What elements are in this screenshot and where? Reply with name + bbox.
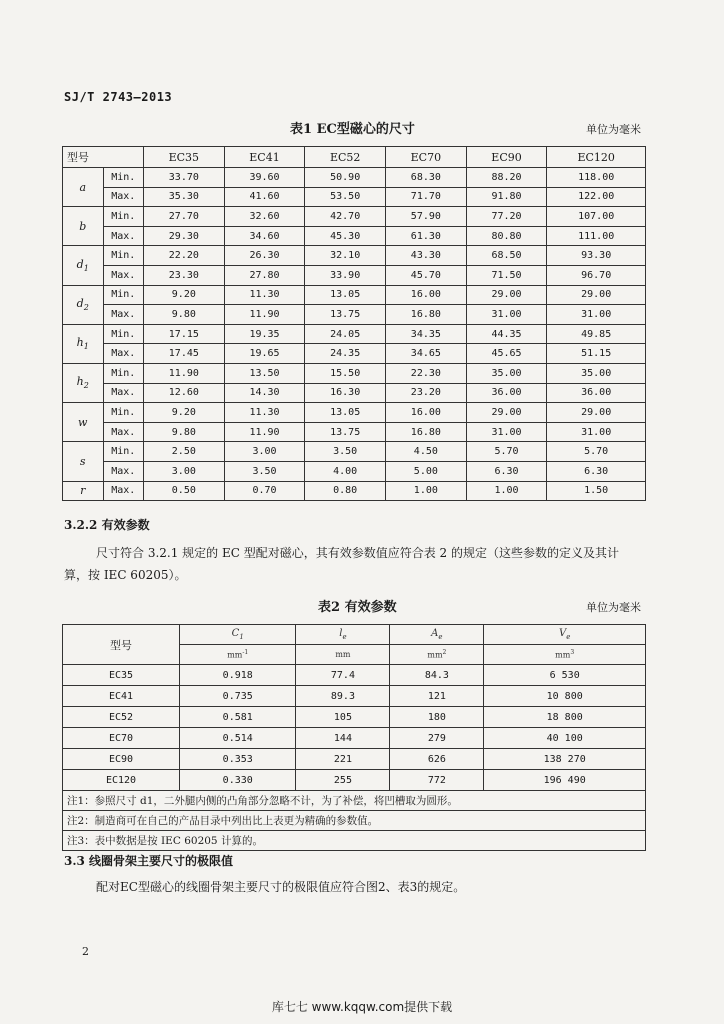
table1-cell: 122.00 bbox=[547, 187, 646, 207]
table1-cell: 11.30 bbox=[224, 285, 305, 305]
table2-cell: 0.330 bbox=[180, 770, 296, 791]
table1-cell: 24.05 bbox=[305, 324, 386, 344]
table1-row bbox=[63, 403, 646, 423]
table1-cell: 53.50 bbox=[305, 187, 386, 207]
table1-dim-label: a bbox=[63, 168, 104, 207]
table2-param-symbol: $V_e$ bbox=[484, 625, 646, 645]
table2-cell: 180 bbox=[390, 707, 484, 728]
table2-type-cell: EC90 bbox=[63, 749, 180, 770]
table1-cell: 29.00 bbox=[547, 285, 646, 305]
table1-cell: 11.90 bbox=[144, 363, 225, 383]
table1-cell: 4.00 bbox=[305, 461, 386, 481]
table1-cell: 35.00 bbox=[466, 363, 547, 383]
table1-cell: 16.80 bbox=[386, 422, 467, 442]
table2-cell: 138 270 bbox=[484, 749, 646, 770]
table2-effective-params bbox=[62, 624, 646, 851]
table1-min-label: Min. bbox=[103, 207, 144, 227]
section-3-2-2-heading: 3.2.2 有效参数 bbox=[64, 518, 150, 532]
table1-row bbox=[63, 187, 646, 207]
table1-cell: 39.60 bbox=[224, 168, 305, 188]
table1-caption: 表1 EC型磁心的尺寸 bbox=[290, 122, 415, 137]
table1-cell: 0.80 bbox=[305, 481, 386, 501]
standard-header: SJ/T 2743—2013 bbox=[64, 90, 173, 104]
table1-row bbox=[63, 285, 646, 305]
table1-cell: 2.50 bbox=[144, 442, 225, 462]
table2-row bbox=[63, 728, 646, 749]
table1-dim-label: r bbox=[63, 481, 104, 501]
table1-cell: 23.20 bbox=[386, 383, 467, 403]
table1-cell: 5.70 bbox=[466, 442, 547, 462]
table1-cell: 15.50 bbox=[305, 363, 386, 383]
table1-cell: 34.65 bbox=[386, 344, 467, 364]
table1-dim-label: w bbox=[63, 403, 104, 442]
table2-cell: 84.3 bbox=[390, 665, 484, 686]
table1-cell: 77.20 bbox=[466, 207, 547, 227]
table1-cell: 34.60 bbox=[224, 226, 305, 246]
table1-max-label: Max. bbox=[103, 265, 144, 285]
table1-row bbox=[63, 363, 646, 383]
table1-max-label: Max. bbox=[103, 226, 144, 246]
section-3-3-para: 配对EC型磁心的线圈骨架主要尺寸的极限值应符合图2、表3的规定。 bbox=[96, 880, 466, 894]
table1-cell: 5.00 bbox=[386, 461, 467, 481]
table1-dimensions bbox=[62, 146, 646, 501]
table1-row bbox=[63, 246, 646, 266]
table1-cell: 29.00 bbox=[466, 285, 547, 305]
table1-cell: 31.00 bbox=[547, 305, 646, 325]
table1-cell: 3.00 bbox=[144, 461, 225, 481]
table1-cell: 29.00 bbox=[466, 403, 547, 423]
table1-header-row bbox=[63, 147, 646, 168]
table1-min-label: Min. bbox=[103, 403, 144, 423]
section-3-3-heading: 3.3 线圈骨架主要尺寸的极限值 bbox=[64, 854, 234, 868]
table1-cell: 0.50 bbox=[144, 481, 225, 501]
table1-cell: 13.05 bbox=[305, 403, 386, 423]
table2-type-cell: EC41 bbox=[63, 686, 180, 707]
table2-cell: 626 bbox=[390, 749, 484, 770]
table1-row bbox=[63, 481, 646, 501]
table1-cell: 11.90 bbox=[224, 422, 305, 442]
table1-cell: 6.30 bbox=[466, 461, 547, 481]
table1-column-ec90: EC90 bbox=[466, 147, 547, 168]
table1-cell: 9.20 bbox=[144, 285, 225, 305]
table2-cell: 18 800 bbox=[484, 707, 646, 728]
table2-cell: 105 bbox=[296, 707, 390, 728]
table1-max-label: Max. bbox=[103, 422, 144, 442]
download-footer: 库七七 www.kqqw.com提供下载 bbox=[271, 1000, 453, 1014]
table1-max-label: Max. bbox=[103, 187, 144, 207]
table1-cell: 41.60 bbox=[224, 187, 305, 207]
table1-cell: 5.70 bbox=[547, 442, 646, 462]
table1-dim-label: $d_2$ bbox=[63, 285, 104, 324]
table1-cell: 27.70 bbox=[144, 207, 225, 227]
table1-cell: 24.35 bbox=[305, 344, 386, 364]
table2-param-unit: $mm^2$ bbox=[390, 645, 484, 665]
table1-cell: 32.60 bbox=[224, 207, 305, 227]
table1-cell: 36.00 bbox=[466, 383, 547, 403]
table2-cell: 144 bbox=[296, 728, 390, 749]
table1-cell: 61.30 bbox=[386, 226, 467, 246]
table1-cell: 27.80 bbox=[224, 265, 305, 285]
table1-cell: 118.00 bbox=[547, 168, 646, 188]
table1-dim-label: b bbox=[63, 207, 104, 246]
table1-min-label: Min. bbox=[103, 285, 144, 305]
table1-cell: 16.00 bbox=[386, 403, 467, 423]
table1-cell: 3.50 bbox=[224, 461, 305, 481]
table1-cell: 35.30 bbox=[144, 187, 225, 207]
table1-max-label: Max. bbox=[103, 481, 144, 501]
table1-cell: 22.30 bbox=[386, 363, 467, 383]
table1-cell: 31.00 bbox=[466, 422, 547, 442]
table1-cell: 71.70 bbox=[386, 187, 467, 207]
table2-row bbox=[63, 707, 646, 728]
table2-cell: 279 bbox=[390, 728, 484, 749]
table1-cell: 111.00 bbox=[547, 226, 646, 246]
table1-cell: 107.00 bbox=[547, 207, 646, 227]
table1-row bbox=[63, 168, 646, 188]
table1-cell: 3.50 bbox=[305, 442, 386, 462]
table1-cell: 34.35 bbox=[386, 324, 467, 344]
table2-cell: 255 bbox=[296, 770, 390, 791]
table1-cell: 45.65 bbox=[466, 344, 547, 364]
table1-cell: 44.35 bbox=[466, 324, 547, 344]
table2-cell: 0.735 bbox=[180, 686, 296, 707]
table1-cell: 93.30 bbox=[547, 246, 646, 266]
table1-max-label: Max. bbox=[103, 461, 144, 481]
table1-cell: 13.50 bbox=[224, 363, 305, 383]
table1-cell: 26.30 bbox=[224, 246, 305, 266]
table2-note: 注3：表中数据是按 IEC 60205 计算的。 bbox=[63, 831, 646, 851]
table1-row bbox=[63, 265, 646, 285]
table1-cell: 71.50 bbox=[466, 265, 547, 285]
table2-cell: 121 bbox=[390, 686, 484, 707]
table2-row bbox=[63, 686, 646, 707]
table2-note: 注2：制造商可在自己的产品目录中列出比上表更为精确的参数值。 bbox=[63, 811, 646, 831]
table1-cell: 16.00 bbox=[386, 285, 467, 305]
table1-cell: 9.80 bbox=[144, 305, 225, 325]
table2-param-unit: $mm^{-1}$ bbox=[180, 645, 296, 665]
table1-column-ec35: EC35 bbox=[144, 147, 225, 168]
table1-cell: 19.65 bbox=[224, 344, 305, 364]
table1-cell: 96.70 bbox=[547, 265, 646, 285]
table1-cell: 51.15 bbox=[547, 344, 646, 364]
table1-column-ec41: EC41 bbox=[224, 147, 305, 168]
table1-cell: 31.00 bbox=[547, 422, 646, 442]
table1-cell: 6.30 bbox=[547, 461, 646, 481]
table2-type-cell: EC52 bbox=[63, 707, 180, 728]
table1-cell: 57.90 bbox=[386, 207, 467, 227]
table1-cell: 29.00 bbox=[547, 403, 646, 423]
table2-col-header: 型号 bbox=[63, 625, 180, 665]
table1-min-label: Min. bbox=[103, 168, 144, 188]
table1-min-label: Min. bbox=[103, 363, 144, 383]
table1-cell: 68.50 bbox=[466, 246, 547, 266]
table1-row bbox=[63, 344, 646, 364]
table1-dim-label: $h_2$ bbox=[63, 363, 104, 402]
table2-header-row bbox=[63, 625, 646, 645]
table2-cell: 0.353 bbox=[180, 749, 296, 770]
table1-cell: 17.45 bbox=[144, 344, 225, 364]
table1-min-label: Min. bbox=[103, 442, 144, 462]
table1-cell: 33.90 bbox=[305, 265, 386, 285]
table1-row bbox=[63, 324, 646, 344]
table2-type-cell: EC70 bbox=[63, 728, 180, 749]
table2-type-cell: EC35 bbox=[63, 665, 180, 686]
table1-cell: 4.50 bbox=[386, 442, 467, 462]
table1-min-label: Min. bbox=[103, 324, 144, 344]
section-3-2-2-para-line2: 算，按 IEC 60205）。 bbox=[64, 568, 187, 582]
table1-cell: 11.30 bbox=[224, 403, 305, 423]
table2-note-row bbox=[63, 791, 646, 811]
table1-cell: 19.35 bbox=[224, 324, 305, 344]
table1-column-ec52: EC52 bbox=[305, 147, 386, 168]
table1-cell: 88.20 bbox=[466, 168, 547, 188]
table1-row bbox=[63, 442, 646, 462]
table1-cell: 1.00 bbox=[466, 481, 547, 501]
table2-unit: 单位为毫米 bbox=[586, 601, 641, 614]
table1-dim-label: s bbox=[63, 442, 104, 481]
table1-row bbox=[63, 207, 646, 227]
table1-cell: 16.30 bbox=[305, 383, 386, 403]
table2-cell: 772 bbox=[390, 770, 484, 791]
table1-dim-label: $h_1$ bbox=[63, 324, 104, 363]
table2-param-unit: mm bbox=[296, 645, 390, 665]
table1-row bbox=[63, 226, 646, 246]
table2-row bbox=[63, 665, 646, 686]
table2-cell: 6 530 bbox=[484, 665, 646, 686]
table2-cell: 10 800 bbox=[484, 686, 646, 707]
table1-cell: 13.75 bbox=[305, 422, 386, 442]
table2-param-symbol: $A_e$ bbox=[390, 625, 484, 645]
table1-cell: 12.60 bbox=[144, 383, 225, 403]
table1-cell: 13.05 bbox=[305, 285, 386, 305]
table1-column-ec70: EC70 bbox=[386, 147, 467, 168]
table1-cell: 16.80 bbox=[386, 305, 467, 325]
table2-param-unit: $mm^3$ bbox=[484, 645, 646, 665]
table1-cell: 11.90 bbox=[224, 305, 305, 325]
table1-cell: 68.30 bbox=[386, 168, 467, 188]
table1-cell: 22.20 bbox=[144, 246, 225, 266]
table1-cell: 45.70 bbox=[386, 265, 467, 285]
table1-cell: 80.80 bbox=[466, 226, 547, 246]
table2-param-symbol: $C_1$ bbox=[180, 625, 296, 645]
table1-cell: 42.70 bbox=[305, 207, 386, 227]
table1-cell: 35.00 bbox=[547, 363, 646, 383]
table1-unit: 单位为毫米 bbox=[586, 123, 641, 136]
table1-cell: 0.70 bbox=[224, 481, 305, 501]
table1-col-header: 型号 bbox=[63, 147, 144, 168]
table2-cell: 221 bbox=[296, 749, 390, 770]
table1-cell: 31.00 bbox=[466, 305, 547, 325]
table1-row bbox=[63, 383, 646, 403]
table1-cell: 91.80 bbox=[466, 187, 547, 207]
table1-cell: 29.30 bbox=[144, 226, 225, 246]
table2-cell: 89.3 bbox=[296, 686, 390, 707]
table1-cell: 32.10 bbox=[305, 246, 386, 266]
table2-cell: 196 490 bbox=[484, 770, 646, 791]
table2-cell: 0.514 bbox=[180, 728, 296, 749]
table1-max-label: Max. bbox=[103, 305, 144, 325]
table1-cell: 9.80 bbox=[144, 422, 225, 442]
table1-min-label: Min. bbox=[103, 246, 144, 266]
table1-cell: 33.70 bbox=[144, 168, 225, 188]
table2-note: 注1：参照尺寸 d1，二外腿内侧的凸角部分忽略不计，为了补偿，将凹槽取为圆形。 bbox=[63, 791, 646, 811]
table1-dim-label: $d_1$ bbox=[63, 246, 104, 285]
table2-row bbox=[63, 770, 646, 791]
table2-param-symbol: $l_e$ bbox=[296, 625, 390, 645]
table2-caption: 表2 有效参数 bbox=[318, 600, 397, 615]
table1-max-label: Max. bbox=[103, 344, 144, 364]
table1-cell: 36.00 bbox=[547, 383, 646, 403]
table1-cell: 1.00 bbox=[386, 481, 467, 501]
table1-max-label: Max. bbox=[103, 383, 144, 403]
table2-cell: 0.581 bbox=[180, 707, 296, 728]
table2-cell: 77.4 bbox=[296, 665, 390, 686]
table2-note-row bbox=[63, 831, 646, 851]
table1-cell: 50.90 bbox=[305, 168, 386, 188]
table2-row bbox=[63, 749, 646, 770]
table2-cell: 0.918 bbox=[180, 665, 296, 686]
table1-cell: 43.30 bbox=[386, 246, 467, 266]
table1-cell: 17.15 bbox=[144, 324, 225, 344]
table1-cell: 49.85 bbox=[547, 324, 646, 344]
table1-column-ec120: EC120 bbox=[547, 147, 646, 168]
table1-row bbox=[63, 461, 646, 481]
table1-cell: 1.50 bbox=[547, 481, 646, 501]
table2-cell: 40 100 bbox=[484, 728, 646, 749]
table1-cell: 14.30 bbox=[224, 383, 305, 403]
table1-row bbox=[63, 305, 646, 325]
table2-note-row bbox=[63, 811, 646, 831]
table1-cell: 45.30 bbox=[305, 226, 386, 246]
table1-cell: 23.30 bbox=[144, 265, 225, 285]
table1-cell: 9.20 bbox=[144, 403, 225, 423]
table1-cell: 3.00 bbox=[224, 442, 305, 462]
section-3-2-2-para-line1: 尺寸符合 3.2.1 规定的 EC 型配对磁心，其有效参数值应符合表 2 的规定（这些参数的定义及其计 bbox=[96, 546, 619, 560]
table2-type-cell: EC120 bbox=[63, 770, 180, 791]
table1-cell: 13.75 bbox=[305, 305, 386, 325]
table1-row bbox=[63, 422, 646, 442]
page-number: 2 bbox=[82, 945, 89, 958]
